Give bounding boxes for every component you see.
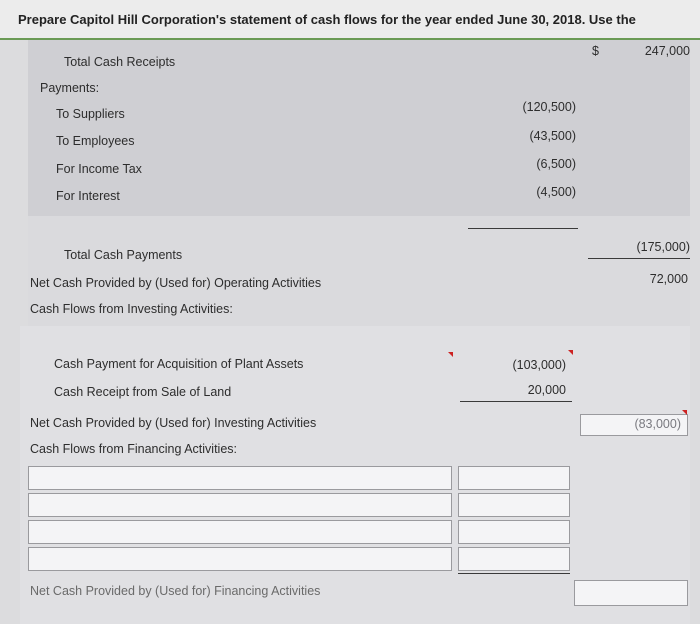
investing-label-sale-of-land: Cash Receipt from Sale of Land: [54, 385, 232, 399]
total-cash-payments-label: Total Cash Payments: [64, 248, 183, 262]
net-financing-field[interactable]: [574, 580, 688, 606]
financing-amount-input-1[interactable]: [458, 466, 570, 490]
currency-symbol: $: [592, 44, 599, 58]
investing-value-sale-of-land[interactable]: 20,000: [527, 383, 566, 397]
net-investing-value: (83,000): [634, 417, 681, 431]
financing-label-input-1[interactable]: [28, 466, 452, 490]
payment-value-employees[interactable]: (43,500): [529, 129, 576, 143]
subtotal-underline: [468, 228, 578, 229]
net-financing-label: Net Cash Provided by (Used for) Financing Activities: [30, 584, 321, 598]
payment-value-interest[interactable]: (4,500): [536, 185, 576, 199]
net-investing-label: Net Cash Provided by (Used for) Investing Activities: [30, 416, 317, 430]
total-cash-receipts-value[interactable]: 247,000: [644, 44, 690, 58]
payment-label-suppliers: To Suppliers: [56, 107, 125, 121]
financing-label-input-4[interactable]: [28, 547, 452, 571]
total-payments-underline: [588, 258, 690, 259]
question-prompt: Prepare Capitol Hill Corporation's statement of cash flows for the year ended June 30, 2018. Use the: [18, 12, 636, 27]
investing-value-plant-assets[interactable]: (103,000): [512, 358, 566, 372]
error-marker-icon: [568, 350, 573, 355]
financing-underline: [458, 573, 570, 574]
error-marker-icon: [448, 352, 453, 357]
total-cash-receipts-label: Total Cash Receipts: [64, 55, 176, 69]
payments-label: Payments:: [40, 81, 100, 95]
financing-amount-input-4[interactable]: [458, 547, 570, 571]
payment-value-suppliers[interactable]: (120,500): [522, 100, 576, 114]
payment-label-employees: To Employees: [56, 134, 135, 148]
financing-amount-input-3[interactable]: [458, 520, 570, 544]
financing-label-input-3[interactable]: [28, 520, 452, 544]
financing-label-input-2[interactable]: [28, 493, 452, 517]
question-header: [0, 0, 700, 40]
investing-underline: [460, 401, 572, 402]
investing-heading: Cash Flows from Investing Activities:: [30, 302, 233, 316]
net-operating-label: Net Cash Provided by (Used for) Operating Activities: [30, 276, 322, 290]
total-cash-payments-value[interactable]: (175,000): [636, 240, 690, 254]
net-investing-field[interactable]: [580, 414, 688, 436]
financing-heading: Cash Flows from Financing Activities:: [30, 442, 238, 456]
investing-label-plant-assets: Cash Payment for Acquisition of Plant Assets: [54, 357, 304, 371]
payment-label-interest: For Interest: [56, 189, 120, 203]
payment-value-income-tax[interactable]: (6,500): [536, 157, 576, 171]
financing-amount-input-2[interactable]: [458, 493, 570, 517]
net-operating-value[interactable]: 72,000: [649, 272, 688, 286]
payment-label-income-tax: For Income Tax: [56, 162, 142, 176]
error-marker-icon: [682, 410, 687, 415]
